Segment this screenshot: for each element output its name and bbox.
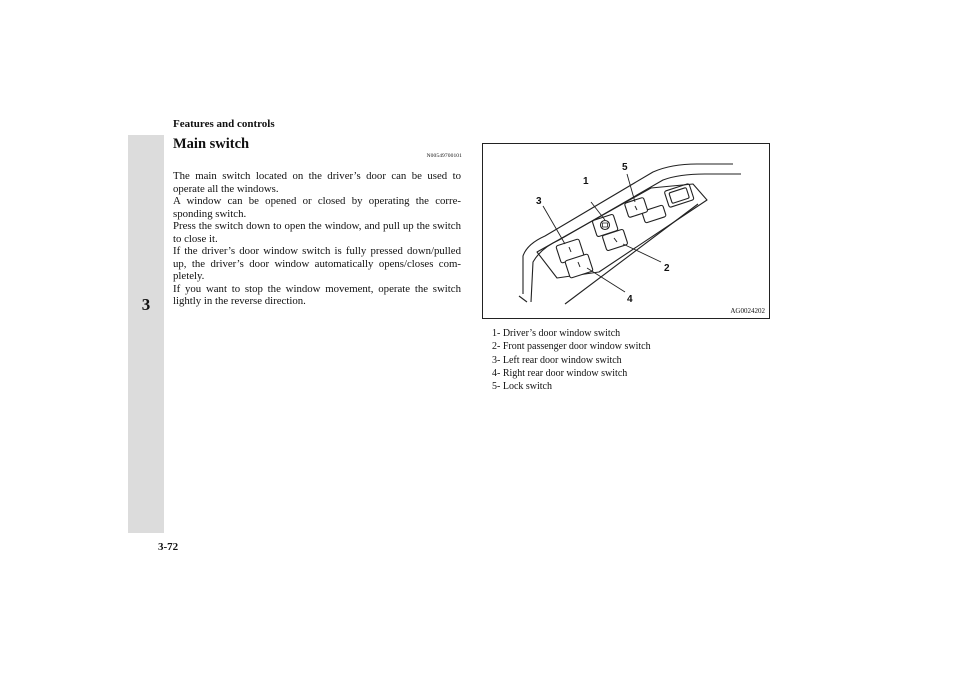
callout-1: 1 bbox=[583, 176, 589, 187]
paragraph: A window can be opened or closed by operating the corre-sponding switch. bbox=[173, 195, 461, 220]
switch-panel-illustration bbox=[483, 144, 771, 320]
paragraph: If you want to stop the window movement, operate the switch lightly in the reverse direction. bbox=[173, 282, 461, 307]
figure-legend bbox=[492, 327, 651, 393]
body-text bbox=[173, 170, 461, 308]
paragraph: Press the switch down to open the window, and pull up the switch to close it. bbox=[173, 220, 461, 245]
figure-code: AG0024202 bbox=[730, 307, 765, 315]
running-header: Features and controls bbox=[173, 118, 275, 130]
section-code: N00549700101 bbox=[426, 153, 462, 159]
legend-item: 1- Driver’s door window switch bbox=[492, 328, 621, 339]
chapter-number: 3 bbox=[141, 295, 151, 314]
legend-item: 5- Lock switch bbox=[492, 381, 552, 393]
page-number: 3-72 bbox=[158, 541, 179, 553]
callout-5: 5 bbox=[622, 162, 628, 173]
callout-3: 3 bbox=[536, 196, 542, 207]
paragraph: If the driver’s door window switch is fully pressed down/pulled up, the driver’s door window automatically opens/closes com-pletely. bbox=[173, 245, 461, 282]
chapter-tab bbox=[128, 135, 164, 533]
paragraph: The main switch located on the driver’s door can be used to operate all the windows. bbox=[173, 170, 461, 195]
legend-item: 3- Left rear door window switch bbox=[492, 354, 622, 366]
legend-item: 4- Right rear door window switch bbox=[492, 367, 628, 379]
callout-2: 2 bbox=[664, 263, 670, 274]
window-switch-figure bbox=[482, 143, 770, 319]
section-title: Main switch bbox=[173, 136, 250, 152]
callout-4: 4 bbox=[627, 294, 633, 305]
legend-item: 2- Front passenger door window switch bbox=[492, 341, 651, 353]
